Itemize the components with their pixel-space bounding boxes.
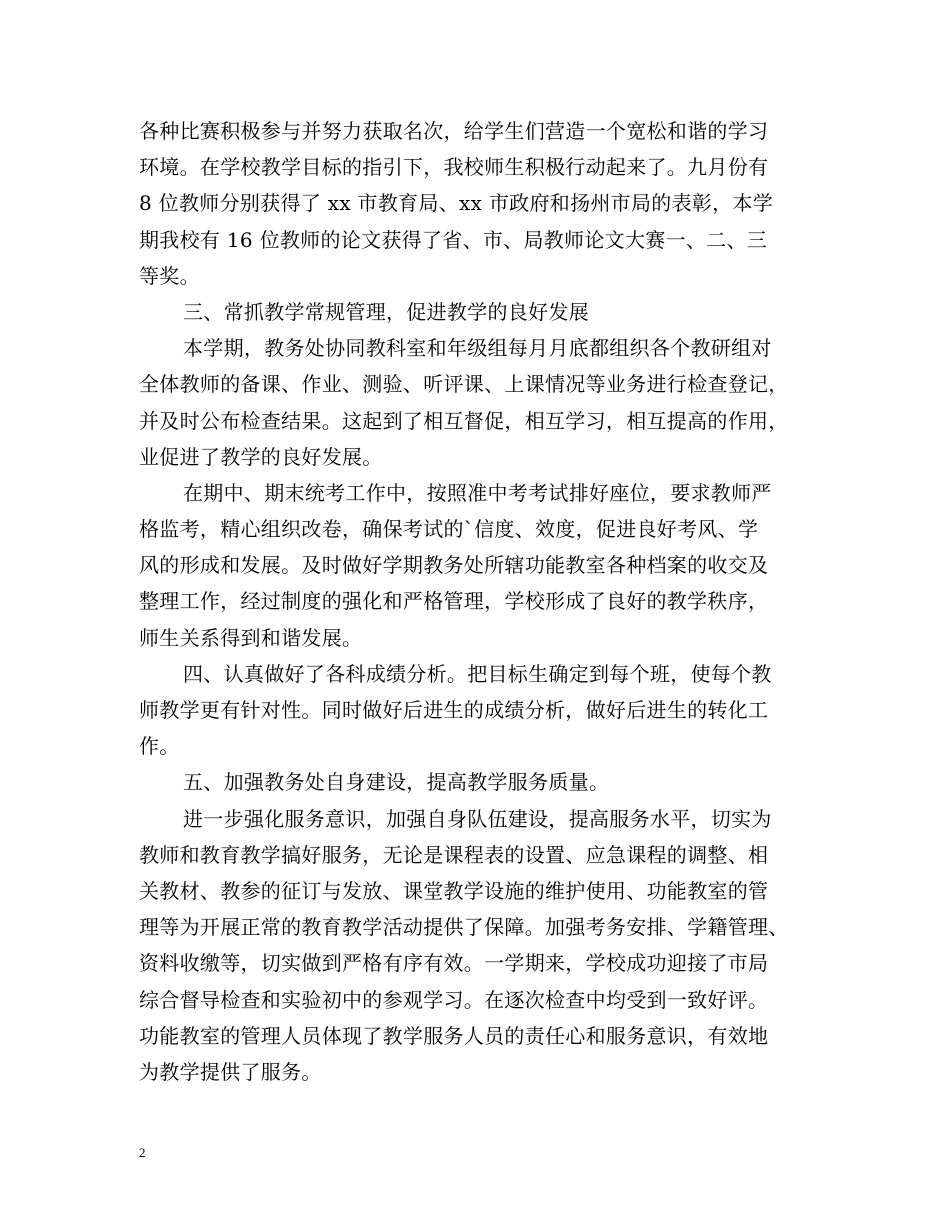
text-line: 综合督导检查和实验初中的参观学习。在逐次检查中均受到一致好评。: [139, 987, 769, 1012]
text-line: 环境。在学校教学目标的指引下，我校师生积极行动起来了。九月份有: [139, 155, 769, 180]
text-line: 师生关系得到和谐发展。: [139, 625, 363, 650]
paragraph-start-line: 本学期，教务处协同教科室和年级组每月月底都组织各个教研组对: [183, 336, 772, 361]
text-line: 风的形成和发展。及时做好学期教务处所辖功能教室各种档案的收交及: [139, 553, 769, 578]
section-heading: 三、常抓教学常规管理，促进教学的良好发展: [183, 299, 589, 324]
text-line: 师教学更有针对性。同时做好后进生的成绩分析，做好后进生的转化工: [139, 698, 769, 722]
page-number: 2: [139, 1145, 146, 1160]
text-line: 等奖。: [139, 263, 200, 288]
text-line: 功能教室的管理人员体现了教学服务人员的责任心和服务意识，有效地: [139, 1023, 769, 1048]
text-line: 8 位教师分别获得了 xx 市教育局、xx 市政府和扬州市局的表彰，本学: [139, 191, 774, 216]
text-line: 业促进了教学的良好发展。: [139, 444, 383, 469]
text-line: 期我校有 16 位教师的论文获得了省、市、局教师论文大赛一、二、三: [139, 227, 768, 252]
text-line: 为教学提供了服务。: [139, 1059, 322, 1084]
text-line: 并及时公布检查结果。这起到了相互督促，相互学习，相互提高的作用，: [139, 408, 789, 433]
document-body: [139, 113, 829, 1090]
paragraph-start-line: 在期中、期末统考工作中，按照准中考考试排好座位，要求教师严: [183, 480, 772, 505]
paragraph-start-line: 进一步强化服务意识，加强自身队伍建设，提高服务水平，切实为: [183, 806, 772, 831]
text-line: 全体教师的备课、作业、测验、听评课、上课情况等业务进行检查登记，: [139, 372, 789, 397]
text-line: 整理工作，经过制度的强化和严格管理，学校形成了良好的教学秩序，: [139, 589, 769, 614]
text-line: 格监考，精心组织改卷，确保考试的`信度、效度，促进良好考风、学: [139, 517, 759, 542]
section-heading: 五、加强教务处自身建设，提高教学服务质量。: [183, 770, 610, 795]
section-heading: 四、认真做好了各科成绩分析。把目标生确定到每个班，使每个教: [183, 661, 772, 686]
text-line: 关教材、教参的征订与发放、课堂教学设施的维护使用、功能教室的管: [139, 878, 769, 903]
text-line: 作。: [139, 734, 180, 759]
text-line: 资料收缴等，切实做到严格有序有效。一学期来，学校成功迎接了市局: [139, 951, 769, 976]
text-line: 教师和教育教学搞好服务，无论是课程表的设置、应急课程的调整、相: [139, 842, 769, 867]
text-line: 各种比赛积极参与并努力获取名次，给学生们营造一个宽松和谐的学习: [139, 119, 769, 143]
text-line: 理等为开展正常的教育教学活动提供了保障。加强考务安排、学籍管理、: [139, 915, 789, 940]
